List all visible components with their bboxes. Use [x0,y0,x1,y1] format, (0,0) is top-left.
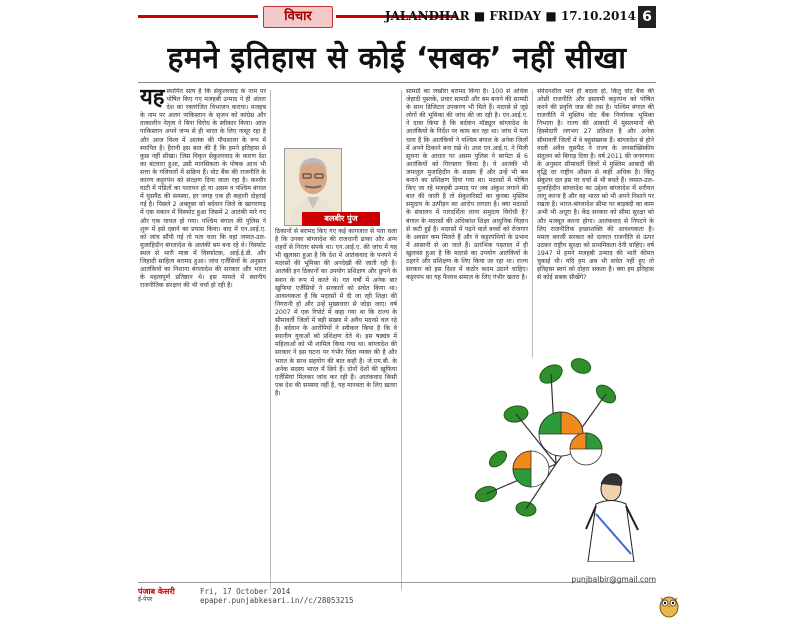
edition-separator: ■ [473,9,490,23]
article-column-4 [537,88,654,350]
column-divider [532,90,533,358]
column-divider [270,90,271,590]
edition-city: JALANDHAR [384,9,470,23]
author-name: बलबीर पुंज [302,212,380,226]
article-headline: हमने इतिहास से कोई ‘सबक’ नहीं सीखा [167,41,627,76]
epaper-logo [138,587,194,605]
headline-divider [138,82,656,83]
footer-date: Fri, 17 October 2014 [200,587,291,596]
column-text: ठिकानों से बरामद किए गए कई कागजात से पता चला है कि उनका बांग्लादेश की राजधानी ढाका और अन्य शहरों से निरंतर संपर्क था। एन.आई.ए. की जांच में यह भी खुलासा हुआ है कि देश में आतंकवाद के पनपने में मदरसों की भूमिका की अनदेखी की जाती रही है। आतंकी इन ठिकानों का उपयोग प्रशिक्षण और छुपने के स्थान के रूप में करते थे। गत वर्षों में अनेक बार खुफिया एजैंसियों ने सरकारों को सचेत किया था। आवश्यकता है कि मदरसों में दी जा रही शिक्षा की निगरानी हो और उन्हें मुख्यधारा से जोड़ा जाए। वर्ष 2007 में एक रिपोर्ट में कहा गया था कि राज्य के सीमावर्ती जिलों में बड़ी संख्या में अवैध मदरसे चल रहे हैं। बर्दवान के आरोपियों ने स्वीकार किया है कि वे स्थानीय युवाओं को प्रशिक्षण देते थे। इस षड्यंत्र में महिलाओं को भी शामिल किया गया था। बांग्लादेश की सरकार ने इस घटना पर गंभीर चिंता व्यक्त की है और भारत के साथ सहयोग की बात कही है। जे.एम.बी. के अनेक सदस्य भारत में छिपे हैं। दोनों देशों की खुफिया एजैंसियां मिलकर जांच कर रही हैं। आतंकवाद किसी एक देश की समस्या नहीं है, यह मानवता के लिए खतरा है। [275,228,397,397]
author-email: punjbalbir@gmail.com [571,575,656,584]
logo-subtitle: ई-पेपर [138,596,153,603]
article-column-3 [406,88,528,356]
owl-mascot-icon [658,592,680,618]
editorial-cartoon [456,354,656,562]
author-byline-box [282,146,380,228]
edition-day: FRIDAY [489,9,542,23]
header-rule-left [138,15,258,18]
page-header [138,6,656,28]
dropcap: यह [140,88,165,110]
section-label: विचार [263,6,333,28]
footer-date-block [200,587,354,605]
logo-title: पंजाब केसरी [138,587,175,596]
party-symbol-cartoon-icon [456,354,656,562]
page-number: 6 [638,6,656,28]
page-footer [138,575,656,609]
article-column-1 [140,88,266,582]
column-divider [401,90,402,590]
edition-separator: ■ [545,9,561,23]
column-text: सामग्री का जखीरा बरामद किया है। 100 से अधिक जेहादी पुस्तकें, प्रचार सामग्री और बम बनाने की सामग्री के साथ डिजिटल उपकरण भी मिले हैं। मदरसे से जुड़े लोगों की भूमिका की जांच की जा रही है। एन.आई.ए. ने दावा किया है कि बर्दवान मॉड्यूल बांग्लादेश के आतंकियों के निर्देश पर काम कर रहा था। जांच में पता चला है कि आतंकियों ने पश्चिम बंगाल के अनेक जिलों में अपने ठिकाने बना रखे थे। उधर एन.आई.ए. ने मिली सूचना के आधार पर असम पुलिस ने बरपेटा से 6 आतंकियों को गिरफ्तार किया है। ये आतंकी भी जमातुल मुजाहिदीन के सदस्य हैं और उन्हें भी बम बनाने का प्रशिक्षण दिया गया था। मदरसों में पोषित किए जा रहे मजहबी उन्माद पर जब अंकुश लगाने की बात की जाती है तो सेकुलरिस्टों का कुनबा मुस्लिम समुदाय के उत्पीड़न का आरोप लगाता है। क्या मदरसों के संचालन में पारदर्शिता लाना समुदाय विरोधी है? बंगाल के मदरसों की अधिकांश शिक्षा आधुनिक विज्ञान से कटी हुई है। मदरसों में पढ़ने वाले बच्चों को रोजगार के अवसर कम मिलते हैं और वे कट्टरपंथियों के प्रभाव में आसानी से आ जाते हैं। प्रारंभिक पड़ताल में ही खुलासा हुआ है कि मदरसे का उपयोग आतंकियों के ठहरने और प्रशिक्षण के लिए किया जा रहा था। राज्य सरकार को इस दिशा में कठोर कदम उठाने चाहिए। कट्टरपंथ का यह फैलाव समाज के लिए गंभीर खतरा है। [406,88,528,282]
edition-date: 17.10.2014 [560,9,636,23]
footer-url: epaper.punjabkesari.in//c/28053215 [200,596,354,605]
column-text: स्थापित सत्य है कि सेकुलरवाद के नाम पर पोषित किए गए मजहबी उन्माद ने ही अंततः देश का रक्तरंजित विभाजन कराया। मजहब के नाम पर अलग पाकिस्तान के सृजन को कांग्रेस और तत्कालीन नेतृत्व ने बिना विरोध के स्वीकार किया। आज पाकिस्तान अपने जन्म से ही भारत के लिए नासूर रहा है और आज विश्व में आतंक की पौधशाला के रूप में स्थापित है। हैरानी इस बात की है कि हमने इतिहास से कुछ नहीं सीखा। जिस विकृत सेकुलरवाद के कारण देश का बंटवारा हुआ, उसी मानसिकता के पोषक आज भी सत्ता के गलियारों में सक्रिय हैं। वोट बैंक की राजनीति के कारण कट्टरपंथ को संरक्षण दिया जाता रहा है। कश्मीर घाटी में पंडितों का पलायन हो या असम व पश्चिम बंगाल में घुसपैठ की समस्या, हर जगह एक ही कहानी दोहराई गई है। पिछले 2 अक्तूबर को बर्दवान जिले के खागरागढ़ में एक मकान में विस्फोट हुआ जिसमें 2 आतंकी मारे गए और एक घायल हो गया। पश्चिम बंगाल की पुलिस ने शुरू में इसे दबाने का प्रयास किया। बाद में एन.आई.ए. को जांच सौंपी गई तो पता चला कि वहां जमात-उल-मुजाहिदीन बंगलादेश के आतंकी बम बना रहे थे। विस्फोट स्थल से भारी मात्रा में विस्फोटक, आई.ई.डी. और जिहादी साहित्य बरामद हुआ। जांच एजैंसियों के अनुसार आतंकियों का निशाना बंगलादेश की सरकार और भारत के महत्वपूर्ण प्रतिष्ठान थे। इस मामले में स्थानीय राजनीतिक संरक्षण की भी चर्चा हो रही है। [140,88,266,290]
column-text: संवेदनशील भले ही बदला हो, किंतु वोट बैंक की ओछी राजनीति और इस्लामी कट्टरपंथ को पोषित करने की प्रवृत्ति जस की तस है। पश्चिम बंगाल की राजनीति में मुस्लिम वोट बैंक निर्णायक भूमिका निभाता है। राज्य की आबादी में मुसलमानों की हिस्सेदारी लगभग 27 प्रतिशत है और अनेक सीमावर्ती जिलों में वे बहुसंख्यक हैं। बांग्लादेश से होने वाली अवैध घुसपैठ ने राज्य के जनसांख्यिकीय संतुलन को बिगाड़ दिया है। वर्ष 2011 की जनगणना के अनुसार सीमावर्ती जिलों में मुस्लिम आबादी की वृद्धि दर राष्ट्रीय औसत से कहीं अधिक है। किंतु सेकुलर दल इस पर चर्चा से भी बचते हैं। जमात-उल-मुजाहिदीन बांग्लादेश का उद्देश्य बांग्लादेश में शरीयत लागू करना है और वह भारत को भी अपने निशाने पर रखता है। भारत-बांग्लादेश सीमा पर बाड़बंदी का काम अभी भी अधूरा है। केंद्र सरकार को सीमा सुरक्षा को और मजबूत करना होगा। आतंकवाद से निपटने के लिए राजनीतिक इच्छाशक्ति की आवश्यकता है। ममता बनर्जी सरकार को दलगत राजनीति से ऊपर उठकर राष्ट्रीय सुरक्षा को प्राथमिकता देनी चाहिए। वर्ष 1947 में हमने मजहबी उन्माद की भारी कीमत चुकाई थी। यदि हम अब भी सचेत नहीं हुए तो इतिहास स्वयं को दोहरा सकता है। क्या हम इतिहास से कोई सबक सीखेंगे? [537,88,654,282]
edition-line [385,9,636,23]
